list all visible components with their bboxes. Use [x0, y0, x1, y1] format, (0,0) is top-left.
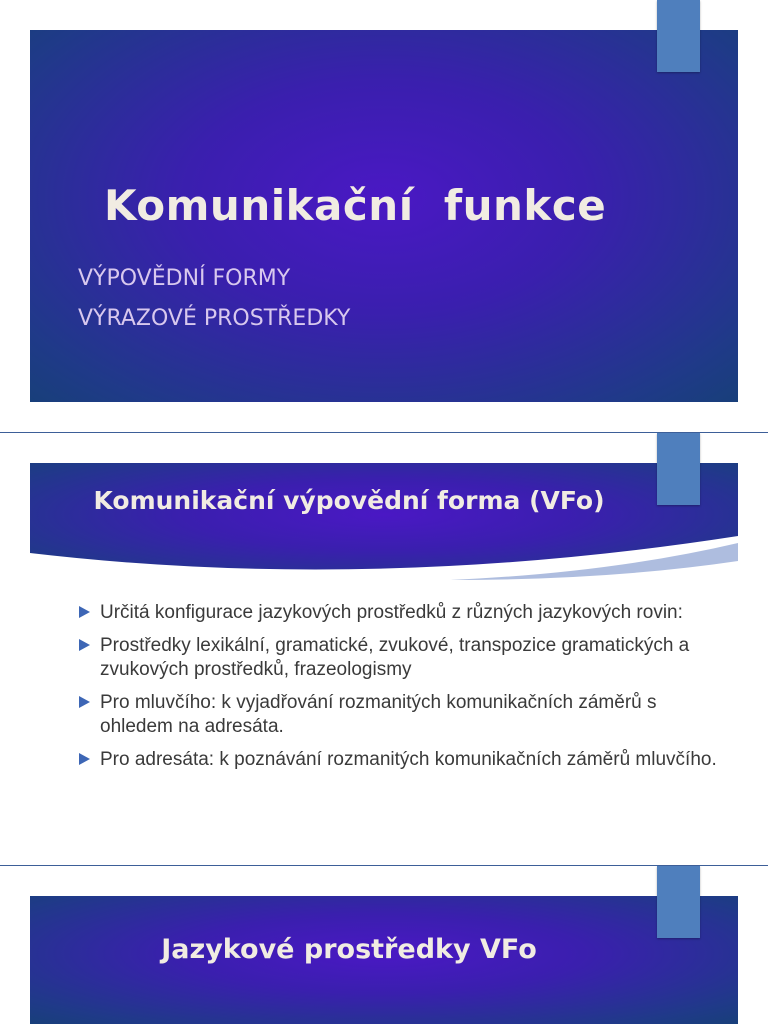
list-item: [78, 748, 728, 772]
slide-title: Komunikační funkce: [104, 181, 607, 230]
slide-title: Jazykové prostředky VFo: [161, 934, 537, 965]
header-curve: [30, 528, 738, 588]
slide-title: Komunikační výpovědní forma (VFo): [93, 486, 605, 515]
triangle-right-icon: [79, 606, 90, 618]
bullet-text: Pro adresáta: k poznávání rozmanitých komunikačních záměrů mluvčího.: [100, 749, 717, 770]
slide-subtitle: VÝPOVĚDNÍ FORMY: [78, 266, 291, 291]
slide-3: [0, 866, 768, 1024]
bullet-text: Pro mluvčího: k vyjadřování rozmanitých komunikačních záměrů s ohledem na adresáta.: [100, 692, 657, 737]
decorative-tab: [657, 866, 700, 938]
list-item: [78, 634, 728, 682]
list-item: [78, 601, 728, 625]
triangle-right-icon: [79, 639, 90, 651]
triangle-right-icon: [79, 753, 90, 765]
bullet-text: Určitá konfigurace jazykových prostředků z různých jazykových rovin:: [100, 602, 683, 623]
triangle-right-icon: [79, 696, 90, 708]
slide-1: [0, 0, 768, 432]
slide-2: [0, 433, 768, 865]
bullet-text: Prostředky lexikální, gramatické, zvukové, transpozice gramatických a zvukových prostředků, frazeologismy: [100, 635, 690, 680]
decorative-tab: [657, 0, 700, 72]
list-item: [78, 691, 728, 739]
slide-subtitle: VÝRAZOVÉ PROSTŘEDKY: [78, 306, 351, 331]
bullet-list: [78, 601, 728, 781]
